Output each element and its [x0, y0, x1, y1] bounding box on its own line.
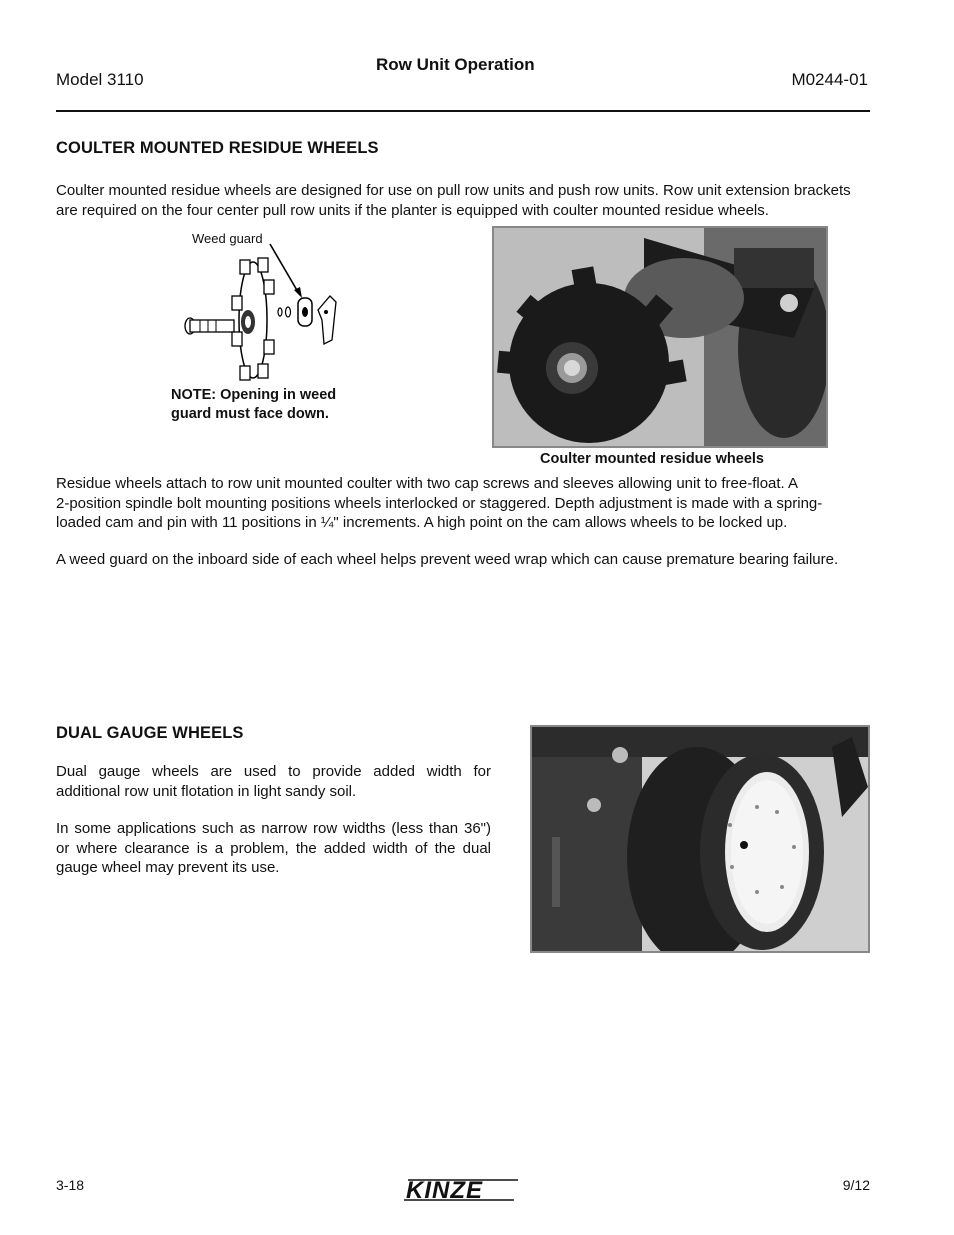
header-model: Model 3110: [56, 70, 144, 89]
weed-guard-note: [171, 386, 336, 424]
header-doc-number: M0244-01: [791, 70, 868, 89]
kinze-logo-text: KINZE: [406, 1177, 483, 1202]
coulter-section-title: COULTER MOUNTED RESIDUE WHEELS: [56, 139, 379, 157]
residue-wheel-exploded-diagram: [178, 240, 348, 390]
note-line-1: NOTE: Opening in weed: [171, 387, 337, 403]
coulter-residue-wheels-photo: [492, 226, 828, 448]
gauge-wheel-photo-illustration: [532, 727, 868, 951]
dual-gauge-paragraph-2: In some applications such as narrow row widths (less than 36") or where clearance is a problem, the added width of the dual gauge wheel may prevent its use.: [56, 820, 491, 876]
residue-wheels-attach-paragraph: [56, 474, 886, 533]
header-divider: [56, 110, 870, 112]
weed-guard-paragraph: A weed guard on the inboard side of each wheel helps prevent weed wrap which can cause premature bearing failure.: [56, 551, 839, 568]
dual-gauge-section-title: DUAL GAUGE WHEELS: [56, 724, 244, 742]
coulter-intro-paragraph: Coulter mounted residue wheels are designed for use on pull row units and push row units. Row unit extension brackets are required on the four center pull row units if the planter is equipped with coulter mounted residue wheels.: [56, 182, 851, 219]
footer-page-number: 3-18: [56, 1177, 85, 1193]
kinze-logo: [404, 1176, 524, 1207]
kinze-logo-mark: [404, 1176, 524, 1202]
weed-guard-label: Weed guard: [192, 231, 263, 246]
residue-wheel-photo-illustration: [494, 228, 826, 446]
attach-paragraph-line-1: Residue wheels attach to row unit mounted coulter with two cap screws and sleeves allowing unit to free-float. A: [56, 475, 799, 492]
header-section-title: Row Unit Operation: [376, 55, 535, 74]
dual-gauge-wheel-photo: [530, 725, 870, 953]
attach-paragraph-line-3: loaded cam and pin with 11 positions in ¼" increments. A high point on the cam allows wheels to be locked up.: [56, 514, 788, 531]
footer-date: 9/12: [842, 1177, 870, 1193]
coulter-photo-caption: Coulter mounted residue wheels: [540, 451, 764, 467]
attach-paragraph-line-2: 2-position spindle bolt mounting positions wheels interlocked or staggered. Depth adjustment is made with a spring-: [56, 494, 823, 512]
dual-gauge-paragraph-1: Dual gauge wheels are used to provide added width for additional row unit flotation in light sandy soil.: [56, 763, 491, 800]
note-line-2: guard must face down.: [171, 406, 329, 422]
